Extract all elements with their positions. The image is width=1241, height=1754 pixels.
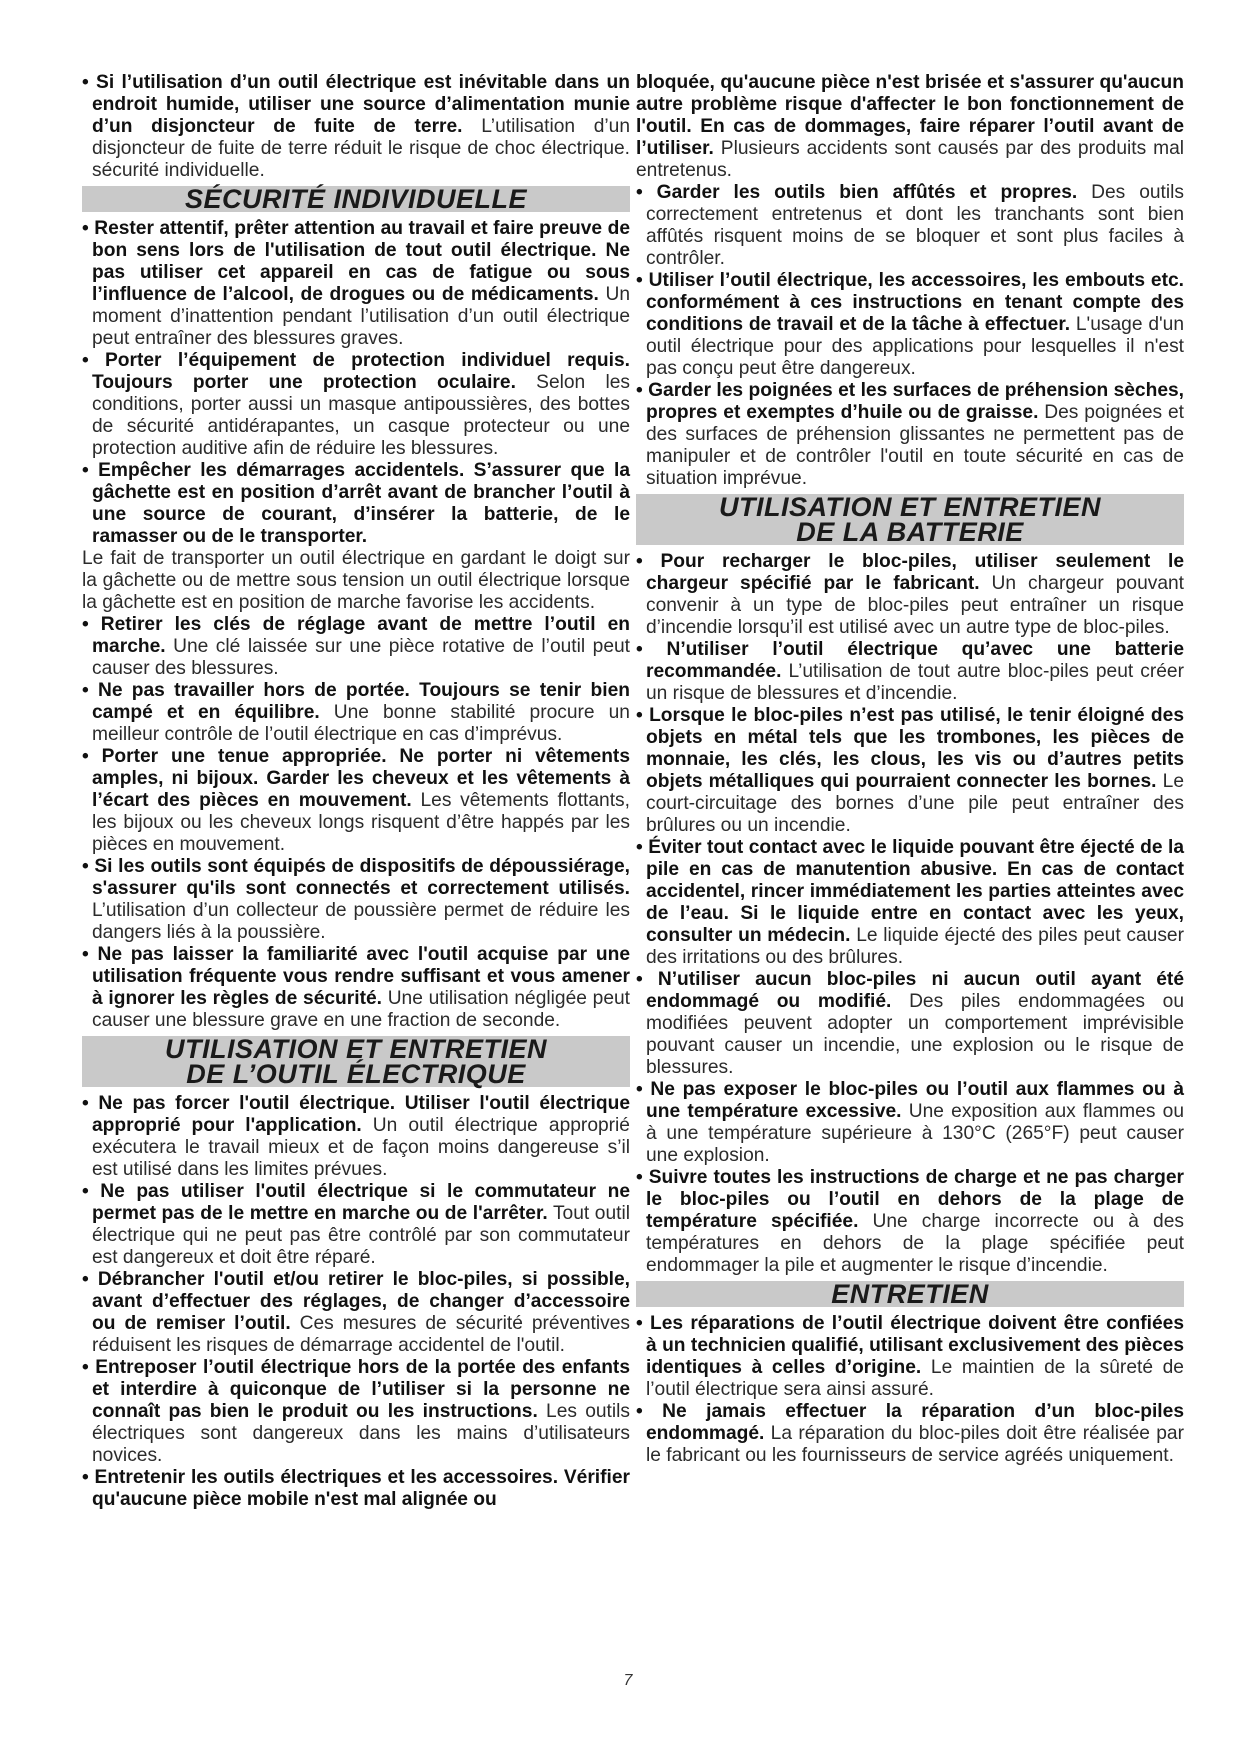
safety-item-accidental-start-detail: Le fait de transporter un outil électrique en gardant le doigt sur la gâchette ou de mettre sous tension un outil électrique lorsque la gâchette est en position de marche favorise les accidents. bbox=[82, 548, 630, 613]
heading-securite-individuelle: SÉCURITÉ INDIVIDUELLE bbox=[82, 186, 630, 212]
heading-entretien: ENTRETIEN bbox=[636, 1281, 1184, 1307]
left-column bbox=[82, 72, 630, 1511]
safety-item-protective-equipment: • Porter l’équipement de protection individuel requis. Toujours porter une protection oculaire. Selon les conditions, porter aussi un masque antipoussières, des bottes de sécurité antidérapantes, un casque protecteur ou une protection auditive afin de réduire les blessures. bbox=[82, 350, 631, 459]
safety-item-accidental-start: • Empêcher les démarrages accidentels. S’assurer que la gâchette est en position d’arrêt avant de brancher l’outil à une source de courant, d’insérer la batterie, de le ramasser ou de le transporter. bbox=[82, 460, 630, 547]
right-column bbox=[636, 72, 1184, 1467]
tool-item-do-not-force: • Ne pas forcer l'outil électrique. Utiliser l'outil électrique approprié pour l'application. Un outil électrique approprié exécutera le travail mieux et de façon moins dangereuse s’il est utilisé dans les limites prévues. bbox=[82, 1093, 630, 1180]
tool-item-dry-handles: • Garder les poignées et les surfaces de préhension sèches, propres et exemptes d’huile ou de graisse. Des poignées et des surfaces de préhension glissantes ne permettent pas de manipuler et de contrôler l'outil en toute sécurité en cas de situation imprévue. bbox=[636, 380, 1185, 489]
page-number: 7 bbox=[623, 1672, 633, 1689]
battery-item-damaged: • N’utiliser aucun bloc-piles ni aucun outil ayant été endommagé ou modifié. Des piles endommagées ou modifiées peuvent adopter un comportement imprévisible pouvant causer un incendie, une explosion ou le risque de blessures. bbox=[636, 969, 1184, 1078]
battery-item-charger: • Pour recharger le bloc-piles, utiliser seulement le chargeur spécifié par le fabricant. Un chargeur pouvant convenir à un type de bloc-piles peut entraîner un risque d’incendie lorsqu’il est utilisé avec un autre type de bloc-piles. bbox=[636, 551, 1185, 638]
service-item-battery-repair: • Ne jamais effectuer la réparation d’un bloc-piles endommagé. La réparation du bloc-piles doit être réalisée par le fabricant ou les fournisseurs de service agréés uniquement. bbox=[636, 1401, 1184, 1466]
battery-item-fire: • Ne pas exposer le bloc-piles ou l’outil aux flammes ou à une température excessive. Une exposition aux flammes ou à une température supérieure à 130°C (265°F) peut causer une explosion. bbox=[636, 1079, 1184, 1166]
safety-item-wet-location: • Si l’utilisation d’un outil électrique est inévitable dans un endroit humide, utiliser une source d’alimentation munie d’un disjoncteur de fuite de terre. L’utilisation d’un disjoncteur de fuite de terre réduit le risque de choc électrique. sécurité individuelle. bbox=[82, 72, 631, 181]
tool-item-disconnect: • Débrancher l'outil et/ou retirer le bloc-piles, si possible, avant d’effectuer des réglages, de changer d’accessoire ou de remiser l’outil. Ces mesures de sécurité préventives réduisent les risques de démarrage accidentel de l'outil. bbox=[82, 1269, 630, 1356]
heading-batterie: UTILISATION ET ENTRETIEN DE LA BATTERIE bbox=[636, 494, 1184, 545]
tool-item-storage: • Entreposer l’outil électrique hors de la portée des enfants et interdire à quiconque de l’utiliser si la personne ne connaît pas bien le produit ou les instructions. Les outils électriques sont dangereux dans les mains d’utilisateurs novices. bbox=[82, 1357, 631, 1466]
service-item-qualified: • Les réparations de l’outil électrique doivent être confiées à un technicien qualifié, utilisant exclusivement des pièces identiques à celles d’origine. Le maintien de la sûreté de l’outil électrique sera ainsi assuré. bbox=[636, 1313, 1184, 1400]
tool-item-maintain: • Entretenir les outils électriques et les accessoires. Vérifier qu'aucune pièce mobile n'est mal alignée ou bbox=[82, 1467, 630, 1510]
safety-item-dust-extraction: • Si les outils sont équipés de dispositifs de dépoussiérage, s'assurer qu'ils sont connectés et correctement utilisés. L’utilisation d’un collecteur de poussière permet de réduire les dangers liés à la poussière. bbox=[82, 856, 630, 943]
tool-item-maintain-continued: bloquée, qu'aucune pièce n'est brisée et s'assurer qu'aucun autre problème risque d'affecter le bon fonctionnement de l'outil. En cas de dommages, faire réparer l’outil avant de l’utiliser. Plusieurs accidents sont causés par des produits mal entretenus. bbox=[636, 72, 1184, 181]
heading-outil-electrique: UTILISATION ET ENTRETIEN DE L’OUTIL ÉLECTRIQUE bbox=[82, 1036, 630, 1087]
tool-item-sharp-clean: • Garder les outils bien affûtés et propres. Des outils correctement entretenus et dont les tranchants sont bien affûtés risquent moins de se bloquer et sont plus faciles à contrôler. bbox=[636, 182, 1185, 269]
tool-item-use-per-instructions: • Utiliser l’outil électrique, les accessoires, les embouts etc. conformément à ces instructions en tenant compte des conditions de travail et de la tâche à effectuer. L'usage d'un outil électrique pour des applications pour lesquelles il n'est pas conçu peut être dangereux. bbox=[636, 270, 1184, 379]
safety-item-stay-alert: • Rester attentif, prêter attention au travail et faire preuve de bon sens lors de l'utilisation de tout outil électrique. Ne pas utiliser cet appareil en cas de fatigue ou sous l’influence de l’alcool, de drogues ou de médicaments. Un moment d’inattention pendant l’utilisation d’un outil électrique peut entraîner des blessures graves. bbox=[82, 218, 631, 349]
safety-item-footing: • Ne pas travailler hors de portée. Toujours se tenir bien campé et en équilibre. Une bonne stabilité procure un meilleur contrôle de l’outil électrique en cas d’imprévus. bbox=[82, 680, 630, 745]
battery-item-recommended: • N’utiliser l’outil électrique qu’avec une batterie recommandée. L’utilisation de tout autre bloc-piles peut créer un risque de blessures et d’incendie. bbox=[636, 639, 1184, 704]
battery-item-liquid: • Éviter tout contact avec le liquide pouvant être éjecté de la pile en cas de manutention abusive. En cas de contact accidentel, rincer immédiatement les parties atteintes avec de l’eau. Si le liquide entre en contact avec les yeux, consulter un médecin. Le liquide éjecté des piles peut causer des irritations ou des brûlures. bbox=[636, 837, 1184, 968]
battery-item-metal-objects: • Lorsque le bloc-piles n’est pas utilisé, le tenir éloigné des objets en métal tels que les trombones, les pièces de monnaie, les clés, les clous, les vis ou d’autres petits objets métalliques qui pourraient connecter les bornes. Le court-circuitage des bornes d’une pile peut entraîner des brûlures ou un incendie. bbox=[636, 705, 1184, 836]
safety-item-dress: • Porter une tenue appropriée. Ne porter ni vêtements amples, ni bijoux. Garder les cheveux et les vêtements à l’écart des pièces en mouvement. Les vêtements flottants, les bijoux ou les cheveux longs risquent d’être happés par les pièces en mouvement. bbox=[82, 746, 630, 855]
manual-page bbox=[82, 72, 1185, 1692]
safety-item-remove-keys: • Retirer les clés de réglage avant de mettre l’outil en marche. Une clé laissée sur une pièce rotative de l’outil peut causer des blessures. bbox=[82, 614, 630, 679]
battery-item-charging: • Suivre toutes les instructions de charge et ne pas charger le bloc-piles ou l’outil en dehors de la plage de température spécifiée. Une charge incorrecte ou à des températures en dehors de la plage spécifiée peut endommager la pile et augmenter le risque d’incendie. bbox=[636, 1167, 1184, 1276]
safety-item-familiarity: • Ne pas laisser la familiarité avec l'outil acquise par une utilisation fréquente vous rendre suffisant et vous amener à ignorer les règles de sécurité. Une utilisation négligée peut causer une blessure grave en une fraction de seconde. bbox=[82, 944, 630, 1031]
tool-item-switch: • Ne pas utiliser l'outil électrique si le commutateur ne permet pas de le mettre en marche ou de l'arrêter. Tout outil électrique qui ne peut pas être contrôlé par son commutateur est dangereux et doit être réparé. bbox=[82, 1181, 630, 1268]
